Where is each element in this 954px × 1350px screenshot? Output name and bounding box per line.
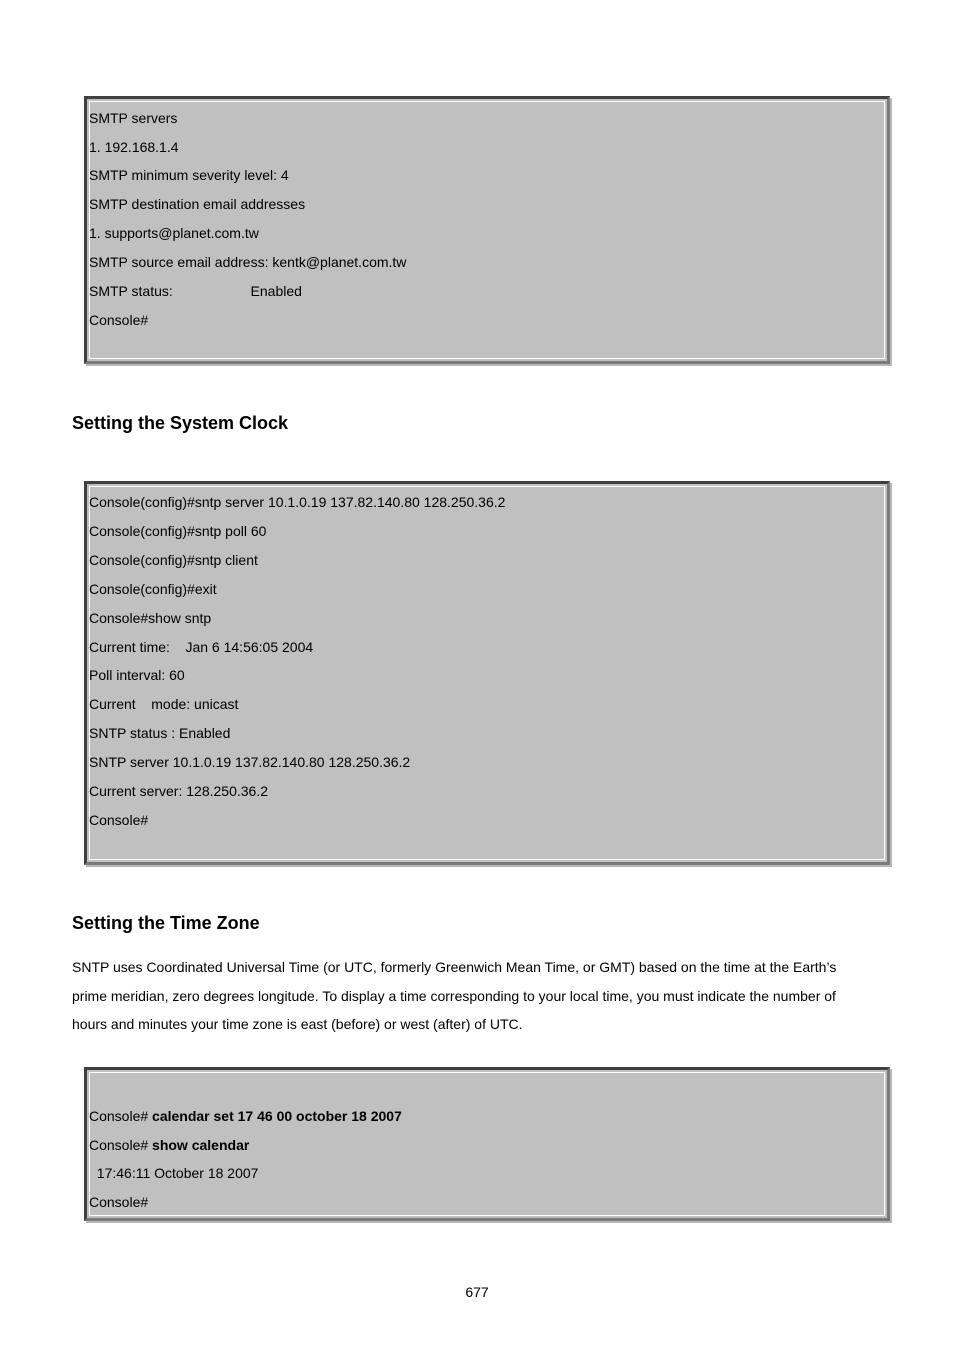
smtp-console-box bbox=[84, 96, 890, 364]
console-line: Current server: 128.250.36.2 bbox=[89, 783, 268, 799]
console-prompt: Console# bbox=[89, 1108, 153, 1124]
console-line: Console(config)#exit bbox=[89, 581, 217, 597]
console-line: Console(config)#sntp poll 60 bbox=[89, 523, 267, 539]
console-line: 1. supports@planet.com.tw bbox=[89, 225, 259, 241]
console-line: Console(config)#sntp client bbox=[89, 552, 258, 568]
section-heading-system-clock: Setting the System Clock bbox=[72, 413, 289, 433]
console-line: Console#show sntp bbox=[89, 610, 212, 626]
console-output: 17:46:11 October 18 2007 bbox=[89, 1165, 259, 1181]
console-line: Poll interval: 60 bbox=[89, 667, 185, 683]
console-line: SNTP server 10.1.0.19 137.82.140.80 128.250.36.2 bbox=[89, 754, 411, 770]
console-line: SMTP minimum severity level: 4 bbox=[89, 167, 289, 183]
console-line: Console# bbox=[89, 312, 149, 328]
calendar-console-box bbox=[84, 1067, 890, 1221]
console-line: SMTP source email address: kentk@planet.com.tw bbox=[89, 254, 407, 270]
console-line: SMTP destination email addresses bbox=[89, 196, 306, 212]
console-line: Console(config)#sntp server 10.1.0.19 137.82.140.80 128.250.36.2 bbox=[89, 494, 506, 510]
page-number: 677 bbox=[465, 1284, 489, 1300]
console-line: Current mode: unicast bbox=[89, 696, 239, 712]
console-line bbox=[89, 1137, 249, 1153]
console-line: Console# bbox=[89, 812, 149, 828]
sntp-console-box bbox=[84, 481, 890, 865]
console-command: show calendar bbox=[152, 1137, 250, 1153]
console-line bbox=[89, 1165, 258, 1181]
console-line: SNTP status : Enabled bbox=[89, 725, 231, 741]
console-line bbox=[89, 1108, 402, 1124]
console-line bbox=[89, 1194, 148, 1210]
console-line: SMTP servers bbox=[89, 110, 178, 126]
section-heading-time-zone: Setting the Time Zone bbox=[72, 913, 260, 933]
console-prompt: Console# bbox=[89, 1194, 149, 1210]
console-prompt: Console# bbox=[89, 1137, 153, 1153]
console-line: 1. 192.168.1.4 bbox=[89, 139, 179, 155]
console-line: SMTP status: Enabled bbox=[89, 283, 302, 299]
console-line: Current time: Jan 6 14:56:05 2004 bbox=[89, 639, 314, 655]
time-zone-description: SNTP uses Coordinated Universal Time (or UTC, formerly Greenwich Mean Time, or GMT) based on the time at the Earth’s prime meridian, zero degrees longitude. To display a time corresponding to your local time, you must indicate the number of hours and minutes your time zone is east (before) or west (after) of UTC. bbox=[72, 959, 837, 1032]
console-box-inner-border bbox=[89, 486, 885, 860]
console-command: calendar set 17 46 00 october 18 2007 bbox=[152, 1108, 402, 1124]
